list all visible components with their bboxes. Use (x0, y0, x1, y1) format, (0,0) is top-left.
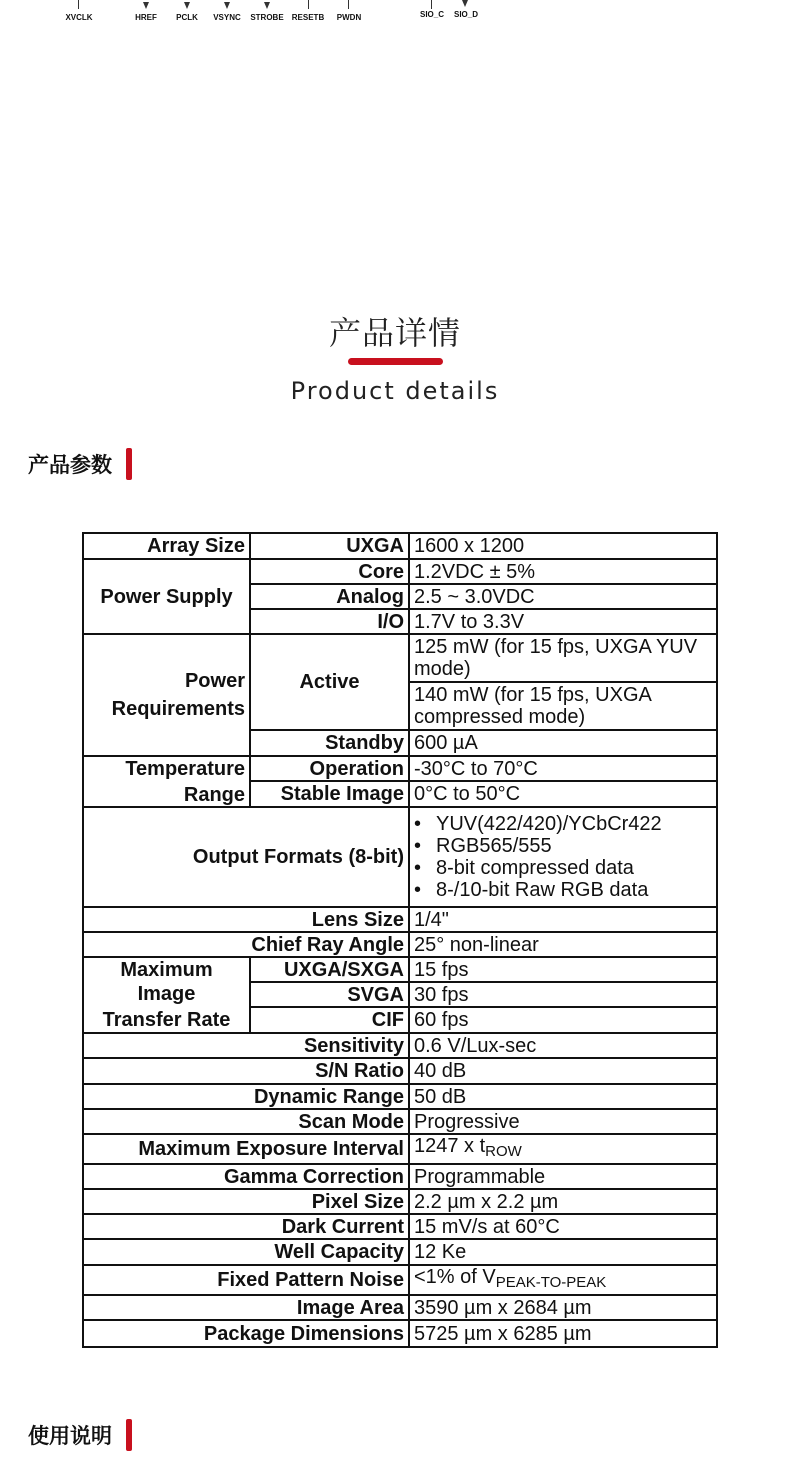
table-row (83, 1189, 717, 1214)
row-sublabel: UXGA/SXGA (250, 957, 409, 982)
row-label: Well Capacity (83, 1239, 409, 1265)
section-title-underline (348, 358, 443, 365)
pin-label-sio-d: SIO_D (453, 10, 479, 19)
row-value (409, 1134, 717, 1164)
row-label-line: Range (183, 783, 245, 806)
row-value: 0.6 V/Lux-sec (409, 1033, 717, 1058)
row-value: 15 mV/s at 60°C (409, 1214, 717, 1239)
pin-line (78, 0, 79, 9)
pin-label-xvclk: XVCLK (65, 13, 93, 22)
section-title: 产品详情 (328, 314, 461, 352)
table-row (83, 807, 717, 907)
row-value: 1.7V to 3.3V (409, 609, 717, 634)
table-row (83, 907, 717, 932)
row-sublabel: Analog (250, 584, 409, 609)
row-value-text: <1% of V (414, 1266, 496, 1288)
table-row (83, 1109, 717, 1134)
table-row (83, 1295, 717, 1320)
table-row (83, 1033, 717, 1058)
usage-heading (28, 1419, 132, 1451)
table-row (83, 932, 717, 957)
row-value: 2.5 ~ 3.0VDC (409, 584, 717, 609)
row-label (83, 957, 250, 1033)
spec-table (82, 532, 718, 1348)
row-label: Dark Current (83, 1214, 409, 1239)
row-value: 1/4" (409, 907, 717, 932)
pin-line (431, 0, 432, 9)
row-label: Lens Size (83, 907, 409, 932)
pin-arrow (224, 2, 230, 9)
row-value: 25° non-linear (409, 932, 717, 957)
pin-arrow (462, 0, 468, 7)
row-label: Scan Mode (83, 1109, 409, 1134)
row-label (83, 634, 250, 756)
row-value: 600 µA (409, 730, 717, 756)
row-sublabel: CIF (250, 1007, 409, 1033)
row-label: Output Formats (8-bit) (83, 807, 409, 907)
row-label: Pixel Size (83, 1189, 409, 1214)
list-item: • 8-bit compressed data (414, 857, 712, 879)
row-label (83, 756, 250, 807)
row-label: Dynamic Range (83, 1084, 409, 1109)
row-value: 0°C to 50°C (409, 781, 717, 807)
pin-label-vsync: VSYNC (213, 13, 241, 22)
row-value (409, 1265, 717, 1295)
pin-label-resetb: RESETB (291, 13, 325, 22)
row-sublabel: UXGA (250, 533, 409, 559)
row-value: 15 fps (409, 957, 717, 982)
pin-label-href: HREF (135, 13, 157, 22)
table-row (83, 533, 717, 559)
params-heading-text: 产品参数 (28, 453, 112, 477)
list-item: • RGB565/555 (414, 835, 712, 857)
row-label: Fixed Pattern Noise (83, 1265, 409, 1295)
row-label: S/N Ratio (83, 1058, 409, 1084)
list-item: • 8-/10-bit Raw RGB data (414, 879, 712, 901)
pin-label-pclk: PCLK (176, 13, 198, 22)
row-label: Package Dimensions (83, 1320, 409, 1347)
row-value: 3590 µm x 2684 µm (409, 1295, 717, 1320)
pin-label-sio-c: SIO_C (419, 10, 445, 19)
pin-line (308, 0, 309, 9)
row-value: 5725 µm x 6285 µm (409, 1320, 717, 1347)
row-value: 1600 x 1200 (409, 533, 717, 559)
table-row (83, 1320, 717, 1347)
row-label: Chief Ray Angle (83, 932, 409, 957)
table-row (83, 1265, 717, 1295)
pin-arrow (143, 2, 149, 9)
row-value: 140 mW (for 15 fps, UXGA compressed mode) (409, 682, 717, 730)
row-value: 40 dB (409, 1058, 717, 1084)
row-value: 60 fps (409, 1007, 717, 1033)
table-row (83, 1084, 717, 1109)
row-label: Image Area (83, 1295, 409, 1320)
row-value: 50 dB (409, 1084, 717, 1109)
row-value: 1.2VDC ± 5% (409, 559, 717, 584)
row-value: 12 Ke (409, 1239, 717, 1265)
row-label: Power Supply (83, 559, 250, 634)
usage-heading-text: 使用说明 (28, 1424, 112, 1448)
row-label-line: Power (184, 670, 245, 692)
row-label: Gamma Correction (83, 1164, 409, 1189)
row-sublabel: Active (250, 634, 409, 730)
row-value: 125 mW (for 15 fps, UXGA YUV mode) (409, 634, 717, 682)
pin-arrow (184, 2, 190, 9)
table-row (83, 1239, 717, 1265)
list-item: • YUV(422/420)/YCbCr422 (414, 813, 712, 835)
row-sublabel: Stable Image (250, 781, 409, 807)
pin-line (348, 0, 349, 9)
table-row (83, 1164, 717, 1189)
row-value-subscript: PEAK-TO-PEAK (495, 1274, 607, 1291)
table-row (83, 1214, 717, 1239)
row-label: Sensitivity (83, 1033, 409, 1058)
row-value: 2.2 µm x 2.2 µm (409, 1189, 717, 1214)
table-row (83, 559, 717, 584)
row-sublabel: Standby (250, 730, 409, 756)
params-heading (28, 448, 132, 480)
pin-label-strobe: STROBE (250, 13, 284, 22)
row-value-text: 1247 x t (414, 1135, 486, 1157)
row-value (409, 807, 717, 907)
pin-label-pwdn: PWDN (336, 13, 362, 22)
table-row (83, 1058, 717, 1084)
row-label: Array Size (83, 533, 250, 559)
pin-arrow (264, 2, 270, 9)
row-value: -30°C to 70°C (409, 756, 717, 781)
table-row (83, 756, 717, 781)
row-value: Programmable (409, 1164, 717, 1189)
output-formats-list (414, 813, 712, 901)
row-label-line: Requirements (111, 698, 245, 720)
section-subtitle: Product details (290, 377, 500, 405)
row-sublabel: Core (250, 559, 409, 584)
row-label-line: Image (137, 983, 196, 1005)
row-sublabel: Operation (250, 756, 409, 781)
row-value-subscript: ROW (485, 1143, 522, 1160)
pinout-diagram-strip (0, 0, 790, 30)
table-row (83, 1134, 717, 1164)
row-label-line: Temperature (125, 757, 245, 780)
row-label: Maximum Exposure Interval (83, 1134, 409, 1164)
row-label-line: Maximum (120, 959, 213, 981)
row-value: 30 fps (409, 982, 717, 1007)
row-value: Progressive (409, 1109, 717, 1134)
heading-accent-mark (126, 448, 132, 480)
table-row (83, 957, 717, 982)
table-row (83, 634, 717, 682)
row-sublabel: I/O (250, 609, 409, 634)
row-label-line: Transfer Rate (102, 1009, 231, 1031)
heading-accent-mark (126, 1419, 132, 1451)
row-sublabel: SVGA (250, 982, 409, 1007)
